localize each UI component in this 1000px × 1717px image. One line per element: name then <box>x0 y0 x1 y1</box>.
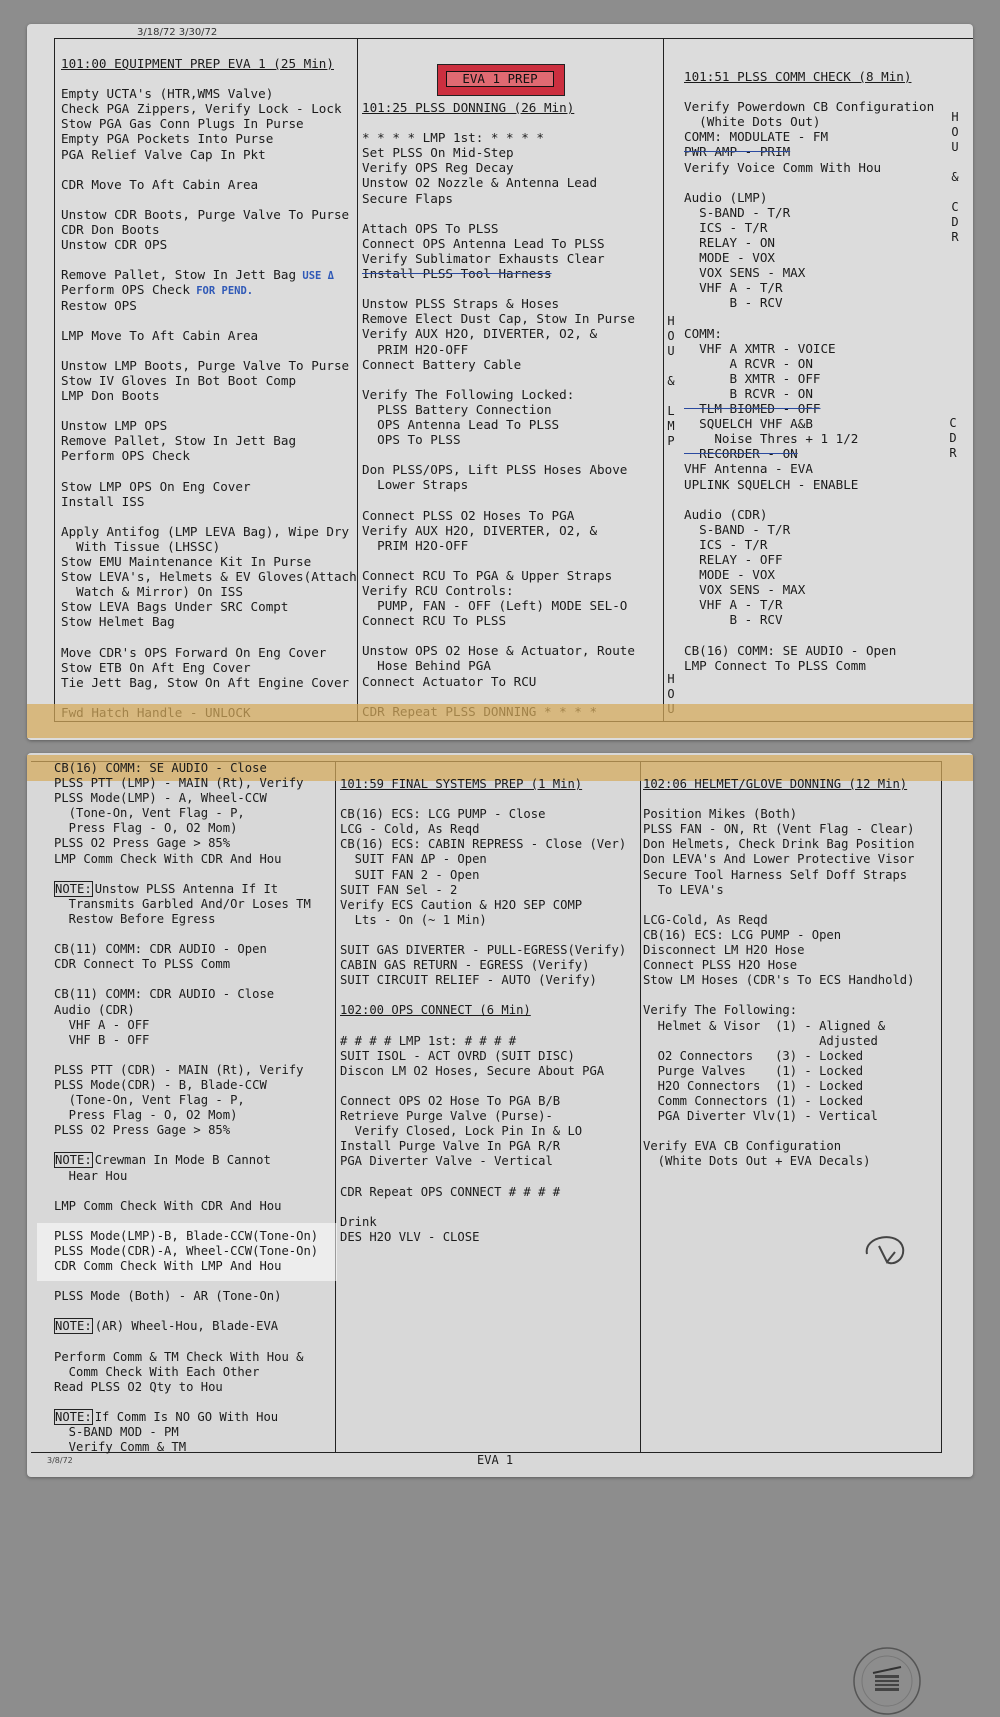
checklist-line: O2 Connectors (3) - Locked <box>643 1048 864 1063</box>
checklist-line: NOTE: If Comm Is NO GO With Hou <box>55 1410 279 1425</box>
checklist-line: Stow IV Gloves In Bot Boot Comp <box>61 372 297 388</box>
plss-donning-column <box>362 100 635 719</box>
side-label-hou-lmp: H O U & L M P <box>667 314 675 448</box>
handwritten-annotation: FOR PEND. <box>189 285 254 298</box>
checklist-line: PUMP, FAN - OFF (Left) MODE SEL-O <box>362 598 628 614</box>
checklist-line <box>643 898 915 913</box>
checklist-line: Unstow O2 Nozzle & Antenna Lead <box>362 175 598 191</box>
checklist-line: PLSS Mode(LMP)-B, Blade-CCW(Tone-On) <box>54 1228 319 1243</box>
eva-prep-badge: EVA 1 PREP <box>437 64 565 96</box>
checklist-line: Hear Hou <box>54 1168 128 1183</box>
checklist-line: CDR Connect To PLSS Comm <box>54 957 231 972</box>
helmet-glove-donning-column <box>643 777 915 1169</box>
checklist-line <box>61 690 357 705</box>
checklist-line <box>684 627 934 642</box>
checklist-line: VHF B - OFF <box>54 1032 150 1047</box>
checklist-line <box>61 162 357 177</box>
checklist-line <box>61 464 357 479</box>
checklist-line: VHF A - T/R <box>684 597 783 613</box>
checklist-line: 101:00 EQUIPMENT PREP EVA 1 (25 Min) <box>61 56 334 71</box>
checklist-line: Restow Before Egress <box>54 911 216 926</box>
checklist-line <box>684 175 934 190</box>
checklist-line: Comm Connectors (1) - Locked <box>643 1093 864 1108</box>
checklist-line <box>54 1048 318 1063</box>
checklist-line: LCG - Cold, As Reqd <box>340 822 480 837</box>
checklist-line: Stow LEVA Bags Under SRC Compt <box>61 599 289 615</box>
checklist-line: LMP Don Boots <box>61 388 160 404</box>
checklist-line: S-BAND - T/R <box>684 204 791 220</box>
checklist-line: * * * * LMP 1st: * * * * <box>362 130 544 146</box>
checklist-line: PLSS Mode(LMP) - A, Wheel-CCW <box>54 791 267 806</box>
checklist-line <box>54 1335 318 1350</box>
checklist-line: CB(11) COMM: CDR AUDIO - Close <box>54 987 275 1002</box>
masking-tape-strip <box>27 704 973 738</box>
checklist-line: Verify EVA CB Configuration <box>643 1139 842 1154</box>
checklist-line: Connect PLSS O2 Hoses To PGA <box>362 507 575 523</box>
checklist-line: RELAY - ON <box>684 235 775 251</box>
side-label-cdr: C D R <box>949 416 957 460</box>
checklist-line <box>61 403 357 418</box>
checklist-line: TLM BIOMED - OFF <box>684 401 821 417</box>
checklist-line: Stow ETB On Aft Eng Cover <box>61 659 251 675</box>
checklist-line: Noise Thres + 1 1/2 <box>684 431 859 447</box>
checklist-line: SUIT FAN Sel - 2 <box>340 882 458 897</box>
checklist-line: CB(11) COMM: CDR AUDIO - Open <box>54 942 267 957</box>
checklist-line: OPS Antenna Lead To PLSS <box>362 416 560 432</box>
checklist-line: CDR Repeat OPS CONNECT # # # # <box>340 1184 561 1199</box>
checklist-line <box>54 927 318 942</box>
checklist-line: Connect OPS O2 Hose To PGA B/B <box>340 1093 561 1108</box>
checklist-line <box>54 1395 318 1410</box>
checklist-line: ICS - T/R <box>684 219 768 235</box>
column-divider-1 <box>335 761 336 1453</box>
checklist-line: PLSS PTT (CDR) - MAIN (Rt), Verify <box>54 1062 304 1077</box>
checklist-line: Discon LM O2 Hoses, Secure About PGA <box>340 1063 605 1078</box>
checklist-line: Connect RCU To PGA & Upper Straps <box>362 567 613 583</box>
checklist-line: Don LEVA's And Lower Protective Visor <box>643 852 915 867</box>
checklist-line: Purge Valves (1) - Locked <box>643 1063 864 1078</box>
checklist-line: Audio (LMP) <box>684 189 768 205</box>
checklist-line <box>684 492 934 507</box>
checklist-line: Remove Elect Dust Cap, Stow In Purse <box>362 311 635 327</box>
footer-title: EVA 1 <box>477 1453 514 1467</box>
side-label-hou-cdr: H O U & C D R <box>951 110 959 244</box>
checklist-line: Stow LM Hoses (CDR's To ECS Handhold) <box>643 973 915 988</box>
checklist-line: SUIT ISOL - ACT OVRD (SUIT DISC) <box>340 1048 575 1063</box>
checklist-line: Apply Antifog (LMP LEVA Bag), Wipe Dry <box>61 523 350 539</box>
checklist-line <box>643 792 915 807</box>
checklist-line: Verify ECS Caution & H2O SEP COMP <box>340 897 583 912</box>
checklist-line: Unstow LMP Boots, Purge Valve To Purse <box>61 357 350 373</box>
checklist-line: Verify Voice Comm With Hou <box>684 159 882 175</box>
handwritten-annotation: USE Δ <box>296 270 334 283</box>
checklist-line: Don Helmets, Check Drink Bag Position <box>643 837 915 852</box>
checklist-line: Connect PLSS H2O Hose <box>643 958 798 973</box>
checklist-line: Verify Powerdown CB Configuration <box>684 99 935 115</box>
checklist-line: B - RCV <box>684 612 783 628</box>
mission-patch-icon <box>851 1645 923 1717</box>
checklist-line: Stow EMU Maintenance Kit In Purse <box>61 554 312 570</box>
checklist-line <box>362 553 635 568</box>
checklist-line: VHF A - T/R <box>684 280 783 296</box>
checklist-line: Lts - On (~ 1 Min) <box>340 912 487 927</box>
checklist-line: Connect RCU To PLSS <box>362 613 507 629</box>
checklist-line: S-BAND - T/R <box>684 521 791 537</box>
checklist-line: (White Dots Out + EVA Decals) <box>643 1154 871 1169</box>
checklist-line: Empty PGA Pockets Into Purse <box>61 131 274 147</box>
equipment-prep-column <box>61 56 357 720</box>
checklist-line: Set PLSS On Mid-Step <box>362 145 514 161</box>
checklist-line: 101:59 FINAL SYSTEMS PREP (1 Min) <box>340 777 583 791</box>
checklist-line <box>362 447 635 462</box>
checklist-line <box>54 867 318 882</box>
checklist-line: RECORDER - ON <box>684 446 798 462</box>
checklist-line: Audio (CDR) <box>54 1002 135 1017</box>
checklist-line: Lower Straps <box>362 477 469 493</box>
checklist-line <box>54 1304 318 1319</box>
checklist-line <box>54 1274 318 1289</box>
checklist-line: Watch & Mirror) On ISS <box>61 584 243 600</box>
checklist-line: PLSS Mode(CDR) - B, Blade-CCW <box>54 1077 267 1092</box>
checklist-line: Helmet & Visor (1) - Aligned & <box>643 1018 886 1033</box>
checklist-line <box>340 928 626 943</box>
checklist-line <box>684 311 934 326</box>
checklist-line: VHF Antenna - EVA <box>684 461 813 477</box>
checklist-line: Empty UCTA's (HTR,WMS Valve) <box>61 86 274 102</box>
checklist-line <box>643 1124 915 1139</box>
checklist-line: LMP Connect To PLSS Comm <box>684 657 866 673</box>
checklist-line: 102:06 HELMET/GLOVE DONNING (12 Min) <box>643 777 908 791</box>
checklist-line: Verify Comm & TM <box>54 1440 187 1455</box>
checklist-line: SQUELCH VHF A&B <box>684 416 813 432</box>
checklist-line: S-BAND MOD - PM <box>54 1425 179 1440</box>
checklist-line: CB(16) ECS: LCG PUMP - Open <box>643 927 842 942</box>
checklist-line: # # # # LMP 1st: # # # # <box>340 1033 517 1048</box>
checklist-line: Verify OPS Reg Decay <box>362 160 514 176</box>
checklist-line: Unstow OPS O2 Hose & Actuator, Route <box>362 643 635 659</box>
checklist-line: Verify Sublimator Exhausts Clear <box>362 250 605 266</box>
checklist-line: Retrieve Purge Valve (Purse)- <box>340 1109 553 1124</box>
checklist-line: Unstow LMP OPS <box>61 418 168 434</box>
hand-drawn-arrow-icon <box>859 1226 909 1272</box>
checklist-line <box>362 115 635 130</box>
checklist-line <box>61 509 357 524</box>
column-divider-2 <box>640 761 641 1453</box>
checklist-line <box>54 1138 318 1153</box>
checklist-line: Drink <box>340 1214 377 1229</box>
checklist-line <box>340 1079 626 1094</box>
note-label: NOTE: <box>55 1153 92 1168</box>
checklist-line <box>362 492 635 507</box>
checklist-line: Verify Closed, Lock Pin In & LO <box>340 1124 583 1139</box>
checklist-line: H2O Connectors (1) - Locked <box>643 1078 864 1093</box>
checklist-line: B XMTR - OFF <box>684 370 821 386</box>
checklist-line: PLSS O2 Press Gage > 85% <box>54 836 231 851</box>
side-label-hou: H O <box>667 672 675 701</box>
checklist-line: Press Flag - O, O2 Mom) <box>54 821 238 836</box>
checklist-line: NOTE: Crewman In Mode B Cannot <box>55 1153 271 1168</box>
checklist-line: To LEVA's <box>643 882 724 897</box>
checklist-line: Install ISS <box>61 493 145 509</box>
checklist-line <box>61 192 357 207</box>
checklist-line <box>54 1184 318 1199</box>
checklist-line: SUIT FAN ΔP - Open <box>340 852 487 867</box>
checklist-line: NOTE: Unstow PLSS Antenna If It <box>55 881 279 896</box>
checklist-line: Install Purge Valve In PGA R/R <box>340 1139 561 1154</box>
note-label: NOTE: <box>55 1410 92 1425</box>
checklist-line: CDR Move To Aft Cabin Area <box>61 176 259 192</box>
checklist-line <box>61 343 357 358</box>
checklist-line <box>340 792 626 807</box>
checklist-line <box>340 1169 626 1184</box>
checklist-line: Unstow CDR OPS <box>61 237 168 253</box>
checklist-line: LMP Comm Check With CDR And Hou <box>54 1198 282 1213</box>
column-divider-2 <box>663 38 664 722</box>
checklist-line <box>362 372 635 387</box>
checklist-line: (Tone-On, Vent Flag - P, <box>54 1093 245 1108</box>
checklist-line: COMM: MODULATE - FM <box>684 129 829 145</box>
checklist-line: CB(16) ECS: LCG PUMP - Close <box>340 807 546 822</box>
checklist-line: Tie Jett Bag, Stow On Aft Engine Cover <box>61 674 350 690</box>
checklist-line <box>54 972 318 987</box>
checklist-line: CDR Don Boots <box>61 222 160 238</box>
checklist-line <box>61 252 357 267</box>
plss-comm-check-column <box>684 69 934 673</box>
checklist-line: Secure Tool Harness Self Doff Straps <box>643 867 908 882</box>
checklist-line: Connect Battery Cable <box>362 356 522 372</box>
checklist-line: Don PLSS/OPS, Lift PLSS Hoses Above <box>362 462 628 478</box>
checklist-line: Perform OPS Check FOR PEND. <box>61 282 254 298</box>
checklist-line <box>684 84 934 99</box>
checklist-line: Attach OPS To PLSS <box>362 220 499 236</box>
checklist-line: CDR Comm Check With LMP And Hou <box>54 1259 282 1274</box>
checklist-line: Audio (CDR) <box>684 506 768 522</box>
checklist-line <box>61 313 357 328</box>
checklist-line: Disconnect LM H2O Hose <box>643 943 805 958</box>
checklist-line: DES H2O VLV - CLOSE <box>340 1229 480 1244</box>
checklist-line: Verify The Following: <box>643 1003 798 1018</box>
checklist-line: LCG-Cold, As Reqd <box>643 912 768 927</box>
checklist-line: 101:51 PLSS COMM CHECK (8 Min) <box>684 69 912 84</box>
checklist-line: VHF A - OFF <box>54 1017 150 1032</box>
checklist-line: Stow Helmet Bag <box>61 614 175 630</box>
checklist-line: PLSS Mode (Both) - AR (Tone-On) <box>54 1289 282 1304</box>
checklist-line: UPLINK SQUELCH - ENABLE <box>684 476 859 492</box>
checklist-line: CB(16) COMM: SE AUDIO - Open <box>684 642 897 658</box>
checklist-line: PRIM H2O-OFF <box>362 537 469 553</box>
checklist-line: Move CDR's OPS Forward On Eng Cover <box>61 644 327 660</box>
checklist-line: Read PLSS O2 Qty to Hou <box>54 1379 223 1394</box>
checklist-line: PLSS Battery Connection <box>362 401 552 417</box>
checklist-line: 102:00 OPS CONNECT (6 Min) <box>340 1003 531 1018</box>
checklist-line: Press Flag - O, O2 Mom) <box>54 1108 238 1123</box>
checklist-line: Verify AUX H2O, DIVERTER, O2, & <box>362 522 598 538</box>
checklist-line: Unstow PLSS Straps & Hoses <box>362 296 560 312</box>
checklist-line: (White Dots Out) <box>684 114 821 130</box>
checklist-line: Transmits Garbled And/Or Loses TM <box>54 896 311 911</box>
checklist-line: MODE - VOX <box>684 567 775 583</box>
checklist-line: Stow PGA Gas Conn Plugs In Purse <box>61 116 304 132</box>
checklist-line: With Tissue (LHSSC) <box>61 539 221 554</box>
checklist-line: Restow OPS <box>61 297 137 313</box>
checklist-line <box>61 71 357 86</box>
checklist-line <box>362 281 635 296</box>
checklist-line: Connect OPS Antenna Lead To PLSS <box>362 235 605 251</box>
checklist-line: PLSS O2 Press Gage > 85% <box>54 1123 231 1138</box>
checklist-line: PRIM H2O-OFF <box>362 341 469 357</box>
checklist-line: Unstow CDR Boots, Purge Valve To Purse <box>61 206 350 222</box>
checklist-line: Check PGA Zippers, Verify Lock - Lock <box>61 101 342 117</box>
note-label: NOTE: <box>55 1319 92 1334</box>
checklist-line <box>340 1200 626 1215</box>
checklist-line <box>362 628 635 643</box>
checklist-line: PLSS PTT (LMP) - MAIN (Rt), Verify <box>54 776 304 791</box>
checklist-line: Perform OPS Check <box>61 448 190 464</box>
checklist-line: OPS To PLSS <box>362 432 461 448</box>
checklist-line <box>362 206 635 221</box>
column-divider-1 <box>357 38 358 722</box>
checklist-line: PGA Diverter Valve - Vertical <box>340 1154 553 1169</box>
checklist-line: Remove Pallet, Stow In Jett Bag USE Δ <box>61 267 334 283</box>
checklist-line: Adjusted <box>643 1033 878 1048</box>
checklist-line: VOX SENS - MAX <box>684 582 806 598</box>
checklist-line: Hose Behind PGA <box>362 658 491 674</box>
checklist-line: COMM: <box>684 325 722 341</box>
checklist-line: A RCVR - ON <box>684 355 813 371</box>
checklist-line: Verify RCU Controls: <box>362 583 514 598</box>
checklist-line: CB(16) ECS: CABIN REPRESS - Close (Ver) <box>340 837 627 852</box>
checklist-line: Install PLSS Tool Harness <box>362 266 552 282</box>
checklist-line: RELAY - OFF <box>684 552 783 567</box>
checklist-line <box>54 1214 318 1229</box>
checklist-line: ICS - T/R <box>684 536 768 552</box>
checklist-line <box>340 988 626 1003</box>
checklist-line: PGA Relief Valve Cap In Pkt <box>61 146 266 162</box>
checklist-page-top <box>27 24 973 740</box>
comm-config-column <box>54 761 318 1455</box>
checklist-line: Stow LMP OPS On Eng Cover <box>61 478 251 494</box>
checklist-line: CABIN GAS RETURN - EGRESS (Verify) <box>340 958 590 973</box>
note-label: NOTE: <box>55 881 92 896</box>
checklist-line: PWR AMP - PRIM <box>684 144 791 160</box>
checklist-line: VOX SENS - MAX <box>684 265 806 281</box>
checklist-line <box>362 689 635 704</box>
checklist-line: Position Mikes (Both) <box>643 807 798 822</box>
checklist-line: PLSS Mode(CDR)-A, Wheel-CCW(Tone-On) <box>54 1244 319 1258</box>
checklist-line: PLSS FAN - ON, Rt (Vent Flag - Clear) <box>643 822 915 837</box>
checklist-line: MODE - VOX <box>684 250 775 266</box>
checklist-line: Comm Check With Each Other <box>54 1364 260 1379</box>
checklist-line: 101:25 PLSS DONNING (26 Min) <box>362 100 575 115</box>
checklist-line: Verify AUX H2O, DIVERTER, O2, & <box>362 326 598 342</box>
checklist-line: NOTE: (AR) Wheel-Hou, Blade-EVA <box>55 1319 279 1334</box>
checklist-line: (Tone-On, Vent Flag - P, <box>54 806 245 821</box>
checklist-line: LMP Comm Check With CDR And Hou <box>54 851 282 866</box>
checklist-line: PGA Diverter Vlv(1) - Vertical <box>643 1109 878 1124</box>
checklist-page-bottom <box>27 753 973 1477</box>
checklist-line: CB(16) COMM: SE AUDIO - Close <box>54 761 267 775</box>
checklist-line: VHF A XMTR - VOICE <box>684 340 836 356</box>
checklist-line: Secure Flaps <box>362 190 453 206</box>
checklist-line: SUIT FAN 2 - Open <box>340 867 480 882</box>
checklist-line: LMP Move To Aft Cabin Area <box>61 327 259 343</box>
checklist-line: SUIT GAS DIVERTER - PULL-EGRESS(Verify) <box>340 943 627 958</box>
final-systems-prep-column <box>340 777 626 1245</box>
checklist-line <box>340 1019 626 1034</box>
checklist-line <box>643 988 915 1003</box>
footer-date: 3/8/72 <box>47 1456 73 1465</box>
checklist-line: Connect Actuator To RCU <box>362 673 537 689</box>
checklist-line: SUIT CIRCUIT RELIEF - AUTO (Verify) <box>340 973 597 988</box>
checklist-line: Remove Pallet, Stow In Jett Bag <box>61 433 297 449</box>
checklist-line: Perform Comm & TM Check With Hou & <box>54 1349 304 1364</box>
revision-date-note: 3/18/72 3/30/72 <box>137 27 218 38</box>
checklist-line <box>61 630 357 645</box>
checklist-line: Stow LEVA's, Helmets & EV Gloves(Attach <box>61 569 357 585</box>
checklist-line: Verify The Following Locked: <box>362 386 575 402</box>
checklist-line: B - RCV <box>684 295 783 311</box>
checklist-line: B RCVR - ON <box>684 385 813 401</box>
